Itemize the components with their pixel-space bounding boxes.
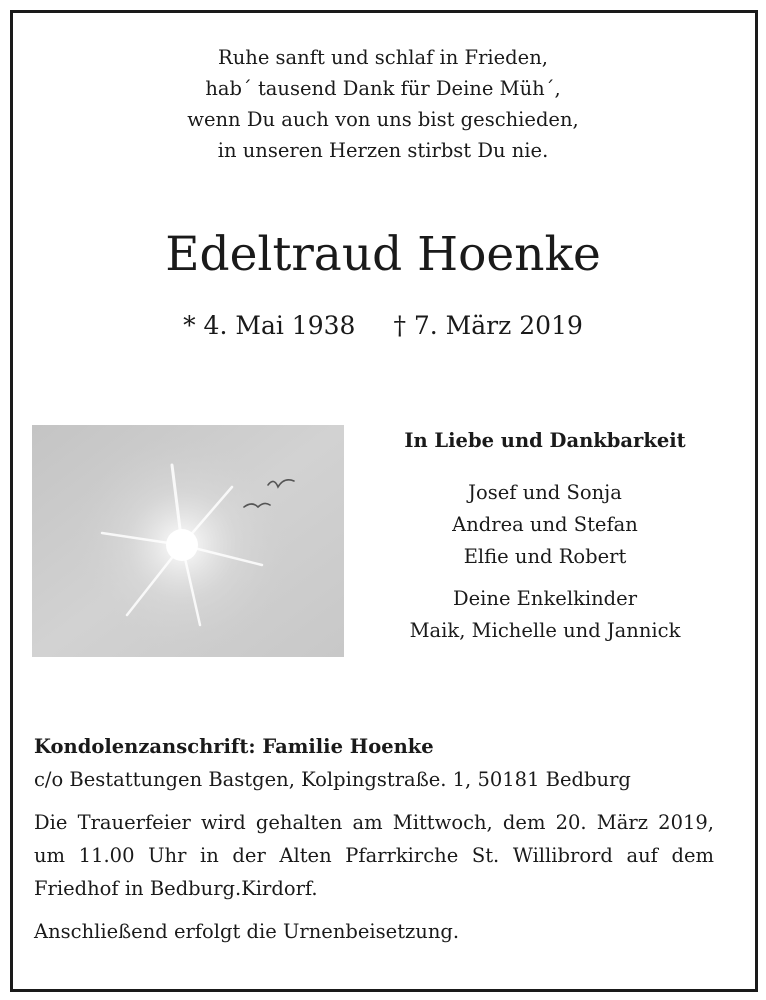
grandchildren-title: Deine Enkelkinder [452,587,638,610]
poem-line: in unseren Herzen stirbst Du nie. [217,139,549,162]
ceremony-text: Die Trauerfeier wird gehalten am Mittwoch, dem 20. März 2019, um 11.00 Uhr in der Alten Pfarrkirche St. Willibrord auf dem Friedhof in Bedburg.Kirdorf. [34,811,714,900]
star-light-icon [32,425,344,657]
poem-line: Ruhe sanft und schlaf in Frieden, [218,46,548,69]
condolence-address: c/o Bestattungen Bastgen, Kolpingstraße. 1, 50181 Bedburg [34,768,631,791]
deceased-name: Edeltraud Hoenke [165,227,601,282]
star-light-image [32,425,344,657]
birth-date: * 4. Mai 1938 [183,311,356,340]
poem-line: hab´ tausend Dank für Deine Müh´, [205,77,561,100]
mourners-block [370,425,720,647]
memorial-poem [0,42,766,166]
funeral-info [34,730,714,948]
poem-line: wenn Du auch von uns bist geschieden, [187,108,579,131]
mourner-line: Elfie und Robert [463,545,627,568]
mourners-heading: In Liebe und Dankbarkeit [404,429,686,452]
urn-burial-text: Anschließend erfolgt die Urnenbeisetzung. [34,920,460,943]
condolence-title: Kondolenzanschrift: Familie Hoenke [34,735,434,758]
life-dates [0,306,766,346]
death-date: † 7. März 2019 [393,311,583,340]
mourner-line: Andrea und Stefan [452,513,638,536]
grandchildren-names: Maik, Michelle und Jannick [409,619,681,642]
mourner-line: Josef und Sonja [468,481,622,504]
